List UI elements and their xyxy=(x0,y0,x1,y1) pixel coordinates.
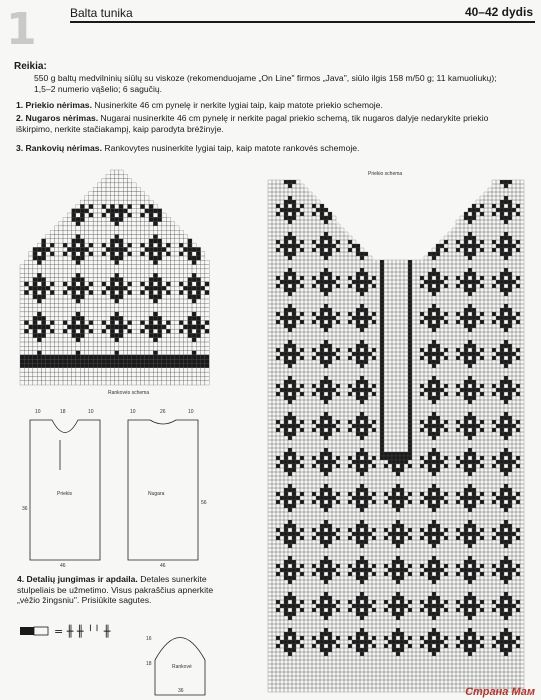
step-heading: 2. Nugaros nėrimas. xyxy=(16,113,99,123)
step-heading: 3. Rankovių nėrimas. xyxy=(16,143,102,153)
step-text: Rankovytes nusinerkite lygiai taip, kaip matote rankovės schemoje. xyxy=(101,143,360,153)
step-text: Nugarai nusinerkite 46 cm pynelę ir nerkite pagal priekio schemą, tik nugaros dalyje nedarykite priekio iškirpimo, nerkite stačiakampį, kaip parodyta brėžinyje. xyxy=(16,113,489,134)
step-heading: 1. Priekio nėrimas. xyxy=(16,100,92,110)
materials-heading: Reikia: xyxy=(14,61,47,72)
page-number: 1 xyxy=(6,4,37,55)
step-text: Nusinerkite 46 cm pynelę ir nerkite lygiai taip, kaip matote priekio schemoje. xyxy=(91,100,383,110)
sleeve-chart-label: Rankovės schema xyxy=(108,390,150,396)
materials-text: 550 g baltų medvilninių siūlų su viskoze (rekomenduojame „On Line" firmos „Java", siūlo ilgis 158 m/50 g; 11 kamuoliukų); 1,5–2 numerio vąšelio; 6 sagučių. xyxy=(34,73,497,94)
pattern-title: Balta tunika xyxy=(70,6,133,20)
step-heading: 4. Detalių jungimas ir apdaila. xyxy=(17,574,138,584)
step-text: Detales sunerkite stulpeliais be užmetimo. Visus pakraščius apnerkite „vėžio žingsniu". Prisiūkite sagutes. xyxy=(17,574,214,606)
size-label: 40–42 dydis xyxy=(464,5,533,19)
